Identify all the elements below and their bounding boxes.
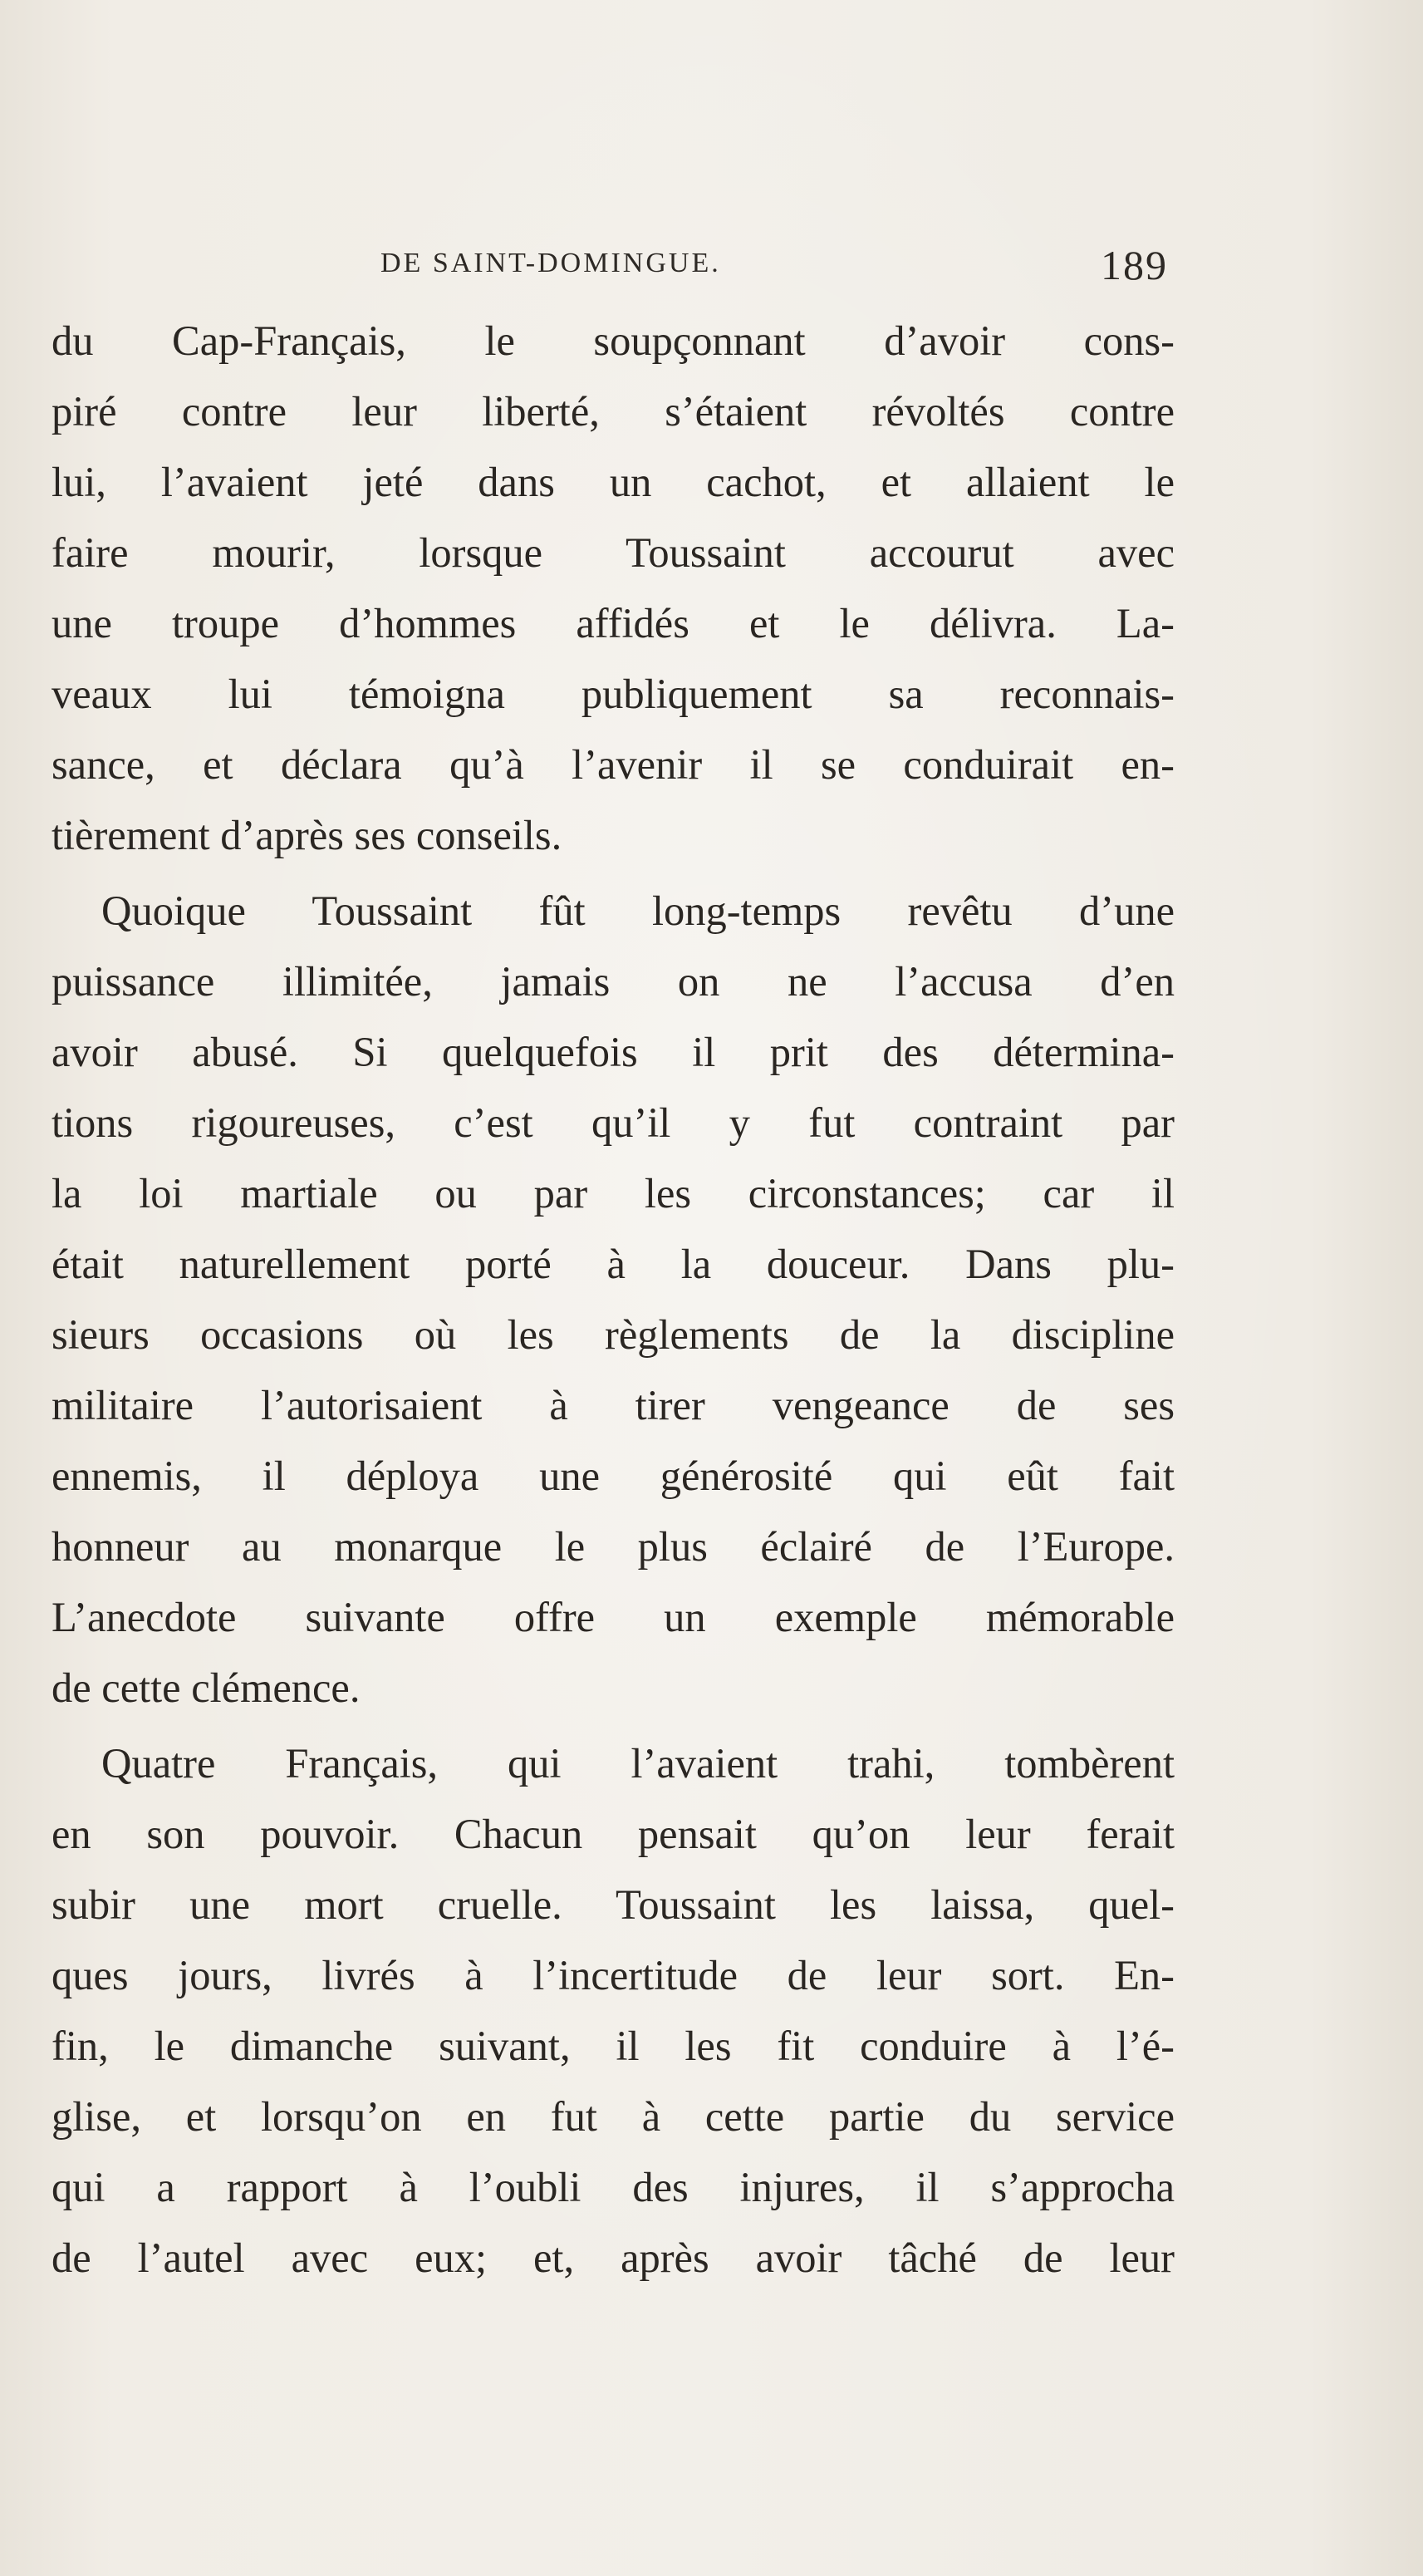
text-line: militaire l’autorisaient à tirer vengeance de ses: [52, 1382, 1175, 1428]
text-line: la loi martiale ou par les circonstances; car il: [52, 1170, 1175, 1217]
text-line: veaux lui témoigna publiquement sa reconnais-: [52, 671, 1175, 717]
text-line: sance, et déclara qu’à l’avenir il se conduirait en-: [52, 741, 1175, 788]
running-head-title: DE SAINT-DOMINGUE.: [380, 248, 721, 278]
text-line: de l’autel avec eux; et, après avoir tâché de leur: [52, 2234, 1175, 2281]
text-line: qui a rapport à l’oubli des injures, il s’approcha: [52, 2164, 1175, 2210]
text-line: glise, et lorsqu’on en fut à cette partie du service: [52, 2093, 1175, 2140]
text-line: L’anecdote suivante offre un exemple mémorable: [52, 1594, 1175, 1640]
text-line: honneur au monarque le plus éclairé de l’Europe.: [52, 1523, 1175, 1570]
text-line: fin, le dimanche suivant, il les fit conduire à l’é-: [52, 2023, 1175, 2069]
text-line: lui, l’avaient jeté dans un cachot, et allaient le: [52, 459, 1175, 505]
running-head: [380, 241, 1168, 291]
text-line: tions rigoureuses, c’est qu’il y fut contraint par: [52, 1099, 1175, 1146]
text-line: avoir abusé. Si quelquefois il prit des détermina-: [52, 1029, 1175, 1075]
text-line: faire mourir, lorsque Toussaint accourut avec: [52, 529, 1175, 576]
paragraph-first-line: Quoique Toussaint fût long-temps revêtu d’une: [101, 887, 1175, 934]
text-line: tièrement d’après ses conseils.: [52, 812, 562, 858]
text-line: piré contre leur liberté, s’étaient révoltés contre: [52, 388, 1175, 435]
text-line: en son pouvoir. Chacun pensait qu’on leur ferait: [52, 1811, 1175, 1857]
text-line: sieurs occasions où les règlements de la discipline: [52, 1311, 1175, 1358]
text-line: de cette clémence.: [52, 1664, 361, 1711]
text-line: une troupe d’hommes affidés et le délivra. La-: [52, 600, 1175, 646]
text-line: ques jours, livrés à l’incertitude de leur sort. En-: [52, 1952, 1175, 1998]
body-text: [52, 306, 1175, 2293]
page-number: 189: [1101, 242, 1168, 288]
text-line: ennemis, il déploya une générosité qui eût fait: [52, 1453, 1175, 1499]
text-line: du Cap-Français, le soupçonnant d’avoir cons-: [52, 317, 1175, 364]
text-line: subir une mort cruelle. Toussaint les laissa, quel-: [52, 1881, 1175, 1928]
text-line: puissance illimitée, jamais on ne l’accusa d’en: [52, 958, 1175, 1005]
text-line: était naturellement porté à la douceur. Dans plu-: [52, 1241, 1175, 1287]
paragraph-first-line: Quatre Français, qui l’avaient trahi, tombèrent: [101, 1740, 1175, 1787]
